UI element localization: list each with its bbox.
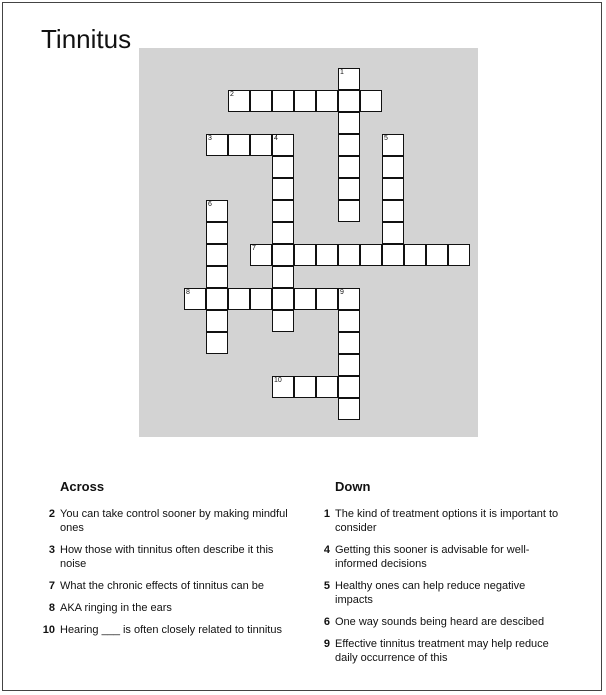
grid-cell[interactable] bbox=[382, 244, 404, 266]
grid-cell[interactable] bbox=[338, 332, 360, 354]
puzzle-page bbox=[2, 2, 602, 691]
clue-number: 4 bbox=[323, 544, 330, 556]
clue-text: You can take control sooner by making mindful ones bbox=[60, 508, 288, 534]
grid-cell[interactable] bbox=[404, 244, 426, 266]
grid-cell[interactable] bbox=[206, 332, 228, 354]
grid-cell[interactable] bbox=[338, 398, 360, 420]
grid-cell[interactable] bbox=[338, 244, 360, 266]
grid-cell[interactable] bbox=[316, 376, 338, 398]
cell-number: 7 bbox=[252, 245, 256, 252]
grid-cell[interactable] bbox=[272, 200, 294, 222]
crossword-grid bbox=[139, 48, 478, 437]
clue-number: 6 bbox=[323, 616, 330, 628]
grid-cell[interactable] bbox=[382, 156, 404, 178]
grid-cell[interactable] bbox=[272, 288, 294, 310]
clue-text: AKA ringing in the ears bbox=[60, 602, 172, 614]
grid-cell[interactable] bbox=[206, 288, 228, 310]
clue-item bbox=[316, 615, 566, 629]
grid-cell[interactable] bbox=[294, 288, 316, 310]
grid-cell[interactable] bbox=[272, 134, 294, 156]
down-clues bbox=[316, 479, 566, 673]
grid-cell[interactable] bbox=[250, 288, 272, 310]
clue-text: The kind of treatment options it is important to consider bbox=[335, 508, 559, 534]
grid-cell[interactable] bbox=[426, 244, 448, 266]
grid-cell[interactable] bbox=[316, 90, 338, 112]
clue-item bbox=[316, 507, 566, 535]
grid-cell[interactable] bbox=[382, 222, 404, 244]
across-clues bbox=[41, 479, 291, 645]
clue-item bbox=[41, 579, 291, 593]
grid-cell[interactable] bbox=[250, 244, 272, 266]
clue-number: 9 bbox=[323, 638, 330, 650]
grid-cell[interactable] bbox=[272, 266, 294, 288]
grid-cell[interactable] bbox=[272, 90, 294, 112]
puzzle-title: Tinnitus bbox=[41, 24, 132, 54]
grid-cell[interactable] bbox=[382, 200, 404, 222]
cell-number: 3 bbox=[208, 135, 212, 142]
grid-cell[interactable] bbox=[250, 90, 272, 112]
clue-number: 10 bbox=[42, 624, 55, 636]
cell-number: 6 bbox=[208, 201, 212, 208]
cell-number: 4 bbox=[274, 135, 278, 142]
grid-cell[interactable] bbox=[338, 156, 360, 178]
clue-text: Getting this sooner is advisable for well-informed decisions bbox=[335, 544, 530, 570]
grid-cell[interactable] bbox=[338, 310, 360, 332]
grid-cell[interactable] bbox=[272, 244, 294, 266]
clue-item bbox=[41, 543, 291, 571]
down-clue-list bbox=[316, 507, 566, 665]
clue-text: What the chronic effects of tinnitus can be bbox=[60, 580, 265, 592]
cell-number: 2 bbox=[230, 91, 234, 98]
grid-cell[interactable] bbox=[228, 288, 250, 310]
clue-item bbox=[41, 507, 291, 535]
clue-item bbox=[316, 543, 566, 571]
grid-cell[interactable] bbox=[228, 134, 250, 156]
grid-cell[interactable] bbox=[206, 134, 228, 156]
clue-number: 3 bbox=[48, 544, 55, 556]
grid-cell[interactable] bbox=[316, 288, 338, 310]
grid-cell[interactable] bbox=[206, 244, 228, 266]
grid-cell[interactable] bbox=[338, 90, 360, 112]
clue-item bbox=[41, 601, 291, 615]
grid-cell[interactable] bbox=[250, 134, 272, 156]
grid-cell[interactable] bbox=[206, 222, 228, 244]
grid-cell[interactable] bbox=[338, 112, 360, 134]
grid-cell[interactable] bbox=[338, 68, 360, 90]
grid-cell[interactable] bbox=[272, 178, 294, 200]
grid-cell[interactable] bbox=[294, 90, 316, 112]
grid-cell[interactable] bbox=[338, 288, 360, 310]
grid-cell[interactable] bbox=[272, 222, 294, 244]
cell-number: 5 bbox=[384, 135, 388, 142]
clue-item bbox=[316, 579, 566, 607]
clue-text: One way sounds being heard are descibed bbox=[335, 616, 545, 628]
grid-cell[interactable] bbox=[360, 244, 382, 266]
clue-item bbox=[41, 623, 291, 637]
across-heading: Across bbox=[60, 479, 105, 494]
clue-number: 1 bbox=[323, 508, 330, 520]
clue-text: Hearing ___ is often closely related to tinnitus bbox=[60, 624, 282, 636]
down-heading: Down bbox=[335, 479, 371, 494]
grid-cell[interactable] bbox=[206, 310, 228, 332]
grid-cell[interactable] bbox=[206, 200, 228, 222]
clue-text: How those with tinnitus often describe it this noise bbox=[60, 544, 274, 570]
grid-cell[interactable] bbox=[448, 244, 470, 266]
cell-number: 1 bbox=[340, 69, 344, 76]
grid-cell[interactable] bbox=[338, 376, 360, 398]
grid-cell[interactable] bbox=[338, 354, 360, 376]
cell-number: 8 bbox=[186, 289, 190, 296]
clue-number: 5 bbox=[323, 580, 330, 592]
grid-cell[interactable] bbox=[382, 178, 404, 200]
grid-cell[interactable] bbox=[184, 288, 206, 310]
cell-number: 9 bbox=[340, 289, 344, 296]
clue-text: Effective tinnitus treatment may help reduce daily occurrence of this bbox=[335, 638, 549, 664]
across-clue-list bbox=[41, 507, 291, 637]
clue-number: 7 bbox=[48, 580, 55, 592]
grid-cell[interactable] bbox=[338, 134, 360, 156]
grid-cell[interactable] bbox=[294, 244, 316, 266]
grid-cell[interactable] bbox=[360, 90, 382, 112]
grid-cell[interactable] bbox=[206, 266, 228, 288]
grid-cell[interactable] bbox=[338, 178, 360, 200]
grid-cell[interactable] bbox=[338, 200, 360, 222]
grid-cell[interactable] bbox=[316, 244, 338, 266]
clue-text: Healthy ones can help reduce negative impacts bbox=[335, 580, 526, 606]
grid-cell[interactable] bbox=[382, 134, 404, 156]
clue-item bbox=[316, 637, 566, 665]
grid-cell[interactable] bbox=[272, 310, 294, 332]
clue-number: 8 bbox=[48, 602, 55, 614]
grid-cell[interactable] bbox=[272, 156, 294, 178]
clue-number: 2 bbox=[48, 508, 55, 520]
grid-cell[interactable] bbox=[228, 90, 250, 112]
cell-number: 10 bbox=[274, 377, 282, 384]
grid-cell[interactable] bbox=[294, 376, 316, 398]
grid-cell[interactable] bbox=[272, 376, 294, 398]
